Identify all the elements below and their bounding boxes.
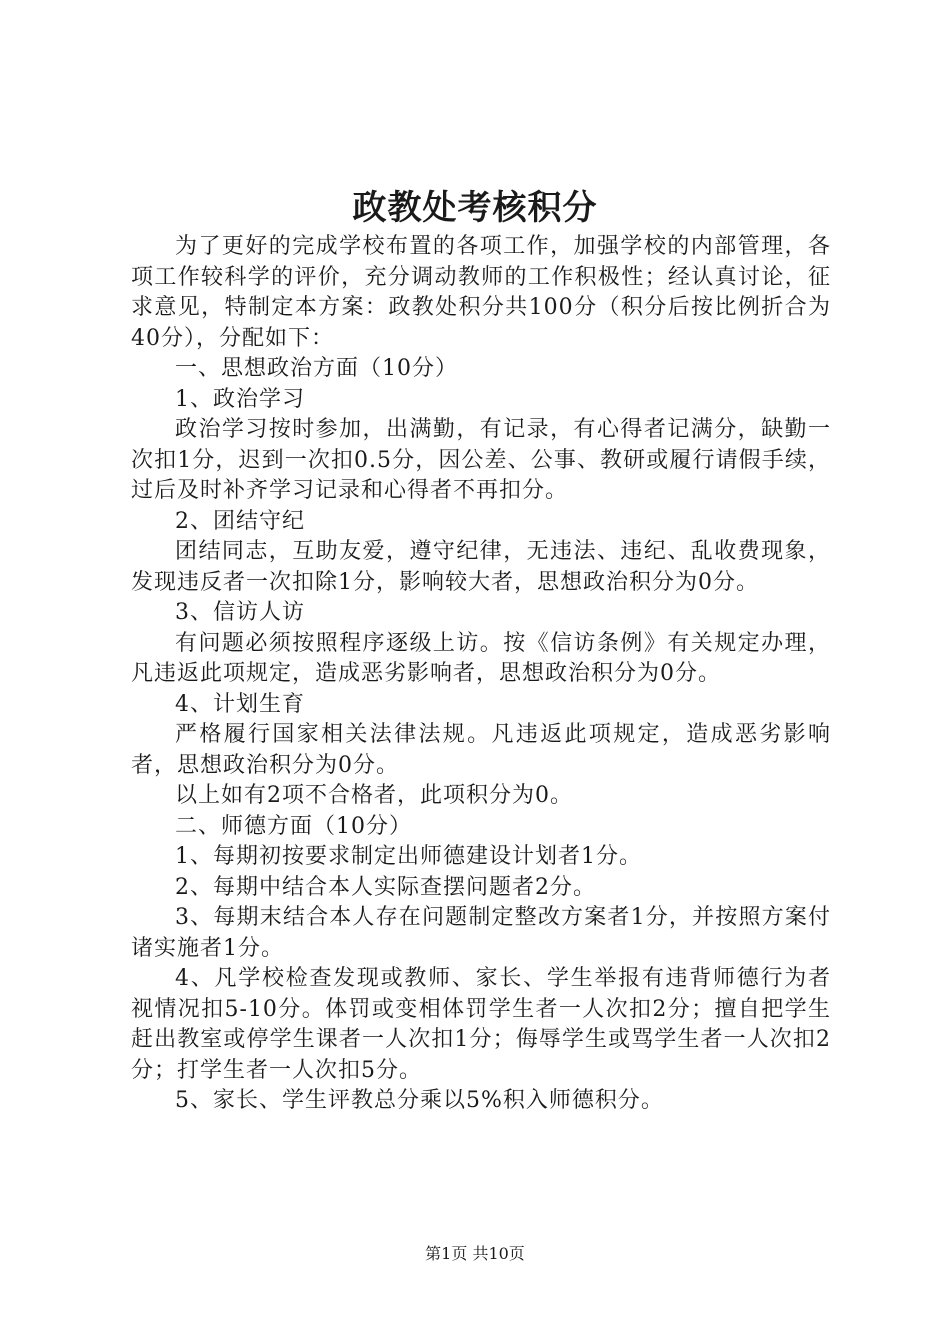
document-body bbox=[131, 232, 831, 1117]
subheading-unity-discipline: 2、团结守纪 bbox=[175, 508, 305, 534]
subheading-petition: 3、信访人访 bbox=[175, 600, 305, 625]
ethics-item-4: 4、凡学校检查发现或教师、家长、学生举报有违背师德行为者视情况扣5-10分。体罚或变相体罚学生者一人次扣2分；擅自把学生赶出教室或停学生课者一人次扣1分；侮辱学生或骂学生者一人次扣2分；打学生者一人次扣5分。 bbox=[131, 966, 831, 1083]
paragraph-political-study: 政治学习按时参加，出满勤，有记录，有心得者记满分，缺勤一次扣1分，迟到一次扣0.5分，因公差、公事、教研或履行请假手续，过后及时补齐学习记录和心得者不再扣分。 bbox=[131, 417, 831, 503]
paragraph-unity-discipline: 团结同志，互助友爱，遵守纪律，无违法、违纪、乱收费现象，发现违反者一次扣除1分，影响较大者，思想政治积分为0分。 bbox=[131, 539, 831, 595]
page-number-footer: 第1页 共10页 bbox=[425, 1244, 525, 1263]
paragraph-summary-rule: 以上如有2项不合格者，此项积分为0。 bbox=[175, 783, 573, 808]
paragraph-petition: 有问题必须按照程序逐级上访。按《信访条例》有关规定办理，凡违返此项规定，造成恶劣影响者，思想政治积分为0分。 bbox=[131, 630, 831, 686]
paragraph-family-planning: 严格履行国家相关法律法规。凡违返此项规定，造成恶劣影响者，思想政治积分为0分。 bbox=[131, 722, 831, 778]
ethics-item-2: 2、每期中结合本人实际查摆问题者2分。 bbox=[175, 874, 596, 900]
subheading-political-study: 1、政治学习 bbox=[175, 386, 305, 412]
intro-paragraph: 为了更好的完成学校布置的各项工作，加强学校的内部管理，各项工作较科学的评价，充分调动教师的工作积极性；经认真讨论，征求意见，特制定本方案：政教处积分共100分（积分后按比例折合为40分），分配如下： bbox=[131, 234, 831, 351]
ethics-item-5: 5、家长、学生评教总分乘以5%积入师德积分。 bbox=[175, 1088, 664, 1113]
subheading-family-planning: 4、计划生育 bbox=[175, 691, 305, 717]
section-heading-political: 一、思想政治方面（10分） bbox=[175, 356, 458, 381]
document-title: 政教处考核积分 bbox=[352, 188, 598, 228]
section-heading-ethics: 二、师德方面（10分） bbox=[175, 813, 412, 839]
ethics-item-1: 1、每期初按要求制定出师德建设计划者1分。 bbox=[175, 844, 642, 869]
ethics-item-3: 3、每期末结合本人存在问题制定整改方案者1分，并按照方案付诸实施者1分。 bbox=[131, 905, 831, 961]
